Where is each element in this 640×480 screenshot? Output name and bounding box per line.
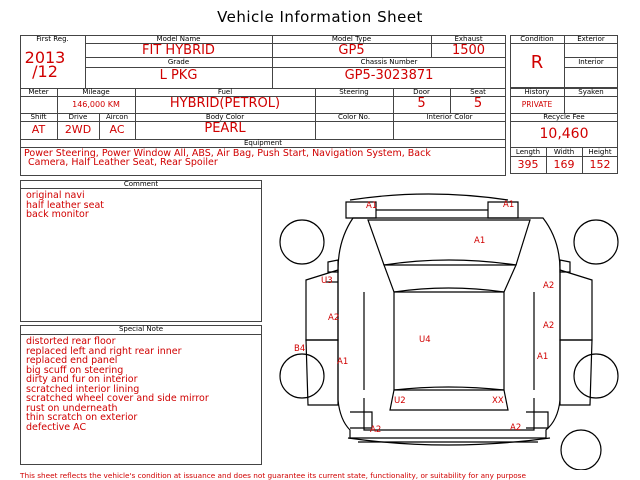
- special-note-item: defective AC: [26, 421, 87, 433]
- door-value: 5: [417, 96, 426, 111]
- width-value: 169: [553, 158, 575, 171]
- first-reg-month: /12: [32, 62, 58, 81]
- history-label: History: [524, 88, 550, 96]
- sheet-title: Vehicle Information Sheet: [217, 8, 423, 26]
- first-reg-year: 2013: [24, 48, 66, 67]
- special-note-label: Special Note: [118, 325, 164, 333]
- aircon-value: AC: [109, 123, 125, 136]
- height-value: 152: [589, 158, 611, 171]
- interior-label: Interior: [578, 58, 604, 66]
- interior-color-label: Interior Color: [426, 113, 473, 121]
- steering-label: Steering: [339, 88, 369, 96]
- equipment-label: Equipment: [244, 139, 282, 147]
- fuel-label: Fuel: [217, 88, 233, 96]
- seat-label: Seat: [470, 88, 486, 96]
- recycle-fee-label: Recycle Fee: [543, 113, 585, 121]
- length-value: 395: [517, 158, 539, 171]
- drive-value: 2WD: [64, 123, 92, 136]
- damage-mark-u2: U2: [394, 396, 406, 406]
- drive-label: Drive: [68, 113, 88, 121]
- door-label: Door: [413, 88, 430, 96]
- width-label: Width: [553, 148, 575, 156]
- length-label: Length: [515, 148, 541, 156]
- meter-label: Meter: [28, 88, 49, 96]
- damage-mark-a2-right-door: A2: [543, 321, 555, 331]
- comment-list: [26, 191, 104, 220]
- model-name-label: Model Name: [156, 35, 201, 43]
- syaken-label: Syaken: [578, 88, 604, 96]
- shift-value: AT: [31, 123, 46, 136]
- damage-mark-a2-rear-left: A2: [370, 425, 382, 435]
- comment-item: back monitor: [26, 209, 89, 220]
- comment-item: half leather seat: [26, 199, 105, 211]
- shift-label: Shift: [30, 113, 47, 121]
- aircon-label: Aircon: [105, 113, 129, 121]
- grade-label: Grade: [167, 58, 190, 66]
- damage-mark-b4: B4: [294, 344, 306, 354]
- first-reg-label: First Reg.: [36, 35, 69, 43]
- damage-mark-a2-right-front: A2: [543, 281, 555, 291]
- special-note-item: replaced end panel: [26, 355, 118, 366]
- color-no-label: Color No.: [337, 113, 371, 121]
- history-value: PRIVATE: [521, 100, 553, 109]
- height-label: Height: [588, 148, 612, 156]
- condition-value: R: [530, 52, 544, 73]
- recycle-fee-value: 10,460: [539, 126, 589, 142]
- car-damage-diagram: [268, 180, 628, 470]
- special-note-item: replaced left and right rear inner: [26, 345, 182, 357]
- model-type-value: GP5: [338, 43, 365, 58]
- exhaust-label: Exhaust: [454, 35, 483, 43]
- disclaimer-footer: This sheet reflects the vehicle's condition at issuance and does not guarantee its current state, functionality, or suitability for any purpose: [20, 471, 526, 480]
- special-note-item: big scuff on steering: [26, 364, 124, 376]
- damage-mark-a1-hood: A1: [474, 236, 486, 246]
- exterior-label: Exterior: [577, 35, 605, 43]
- seat-value: 5: [473, 96, 483, 111]
- chassis-number-value: GP5-3023871: [344, 68, 434, 83]
- comment-label: Comment: [123, 180, 159, 188]
- grade-value: L PKG: [159, 68, 198, 83]
- special-note-item: dirty and fur on interior: [26, 374, 138, 385]
- special-note-item: distorted rear floor: [26, 336, 116, 347]
- damage-mark-a1-right-rear: A1: [537, 352, 549, 362]
- damage-mark-a1-left-rear: A1: [337, 357, 349, 367]
- mileage-value: 146,000 KM: [72, 100, 120, 109]
- equipment-line2: Camera, Half Leather Seat, Rear Spoiler: [28, 157, 218, 168]
- damage-mark-a2-rear-right: A2: [510, 423, 522, 433]
- special-note-item: scratched wheel cover and side mirror: [26, 393, 209, 404]
- chassis-number-label: Chassis Number: [360, 58, 418, 66]
- damage-mark-xx: XX: [492, 396, 504, 406]
- special-note-list: [26, 337, 209, 432]
- body-color-label: Body Color: [205, 113, 245, 121]
- special-note-item: rust on underneath: [26, 402, 118, 414]
- damage-mark-a1-front-left: A1: [366, 201, 378, 211]
- special-note-item: scratched interior lining: [26, 383, 140, 395]
- body-color-value: PEARL: [204, 121, 246, 136]
- damage-mark-a1-front-right: A1: [503, 200, 515, 210]
- damage-mark-u4: U4: [419, 335, 431, 345]
- comment-item: original navi: [26, 190, 85, 201]
- model-type-label: Model Type: [331, 35, 372, 43]
- condition-label: Condition: [520, 35, 554, 43]
- model-name-value: FIT HYBRID: [142, 43, 215, 58]
- special-note-item: thin scratch on exterior: [26, 412, 138, 423]
- damage-mark-a2-left-door: A2: [328, 313, 340, 323]
- mileage-label: Mileage: [82, 88, 110, 96]
- exhaust-value: 1500: [451, 43, 486, 58]
- damage-mark-u3: U3: [321, 276, 333, 286]
- fuel-value: HYBRID(PETROL): [169, 96, 281, 111]
- equipment-line1: Power Steering, Power Window All, ABS, Air Bag, Push Start, Navigation System, Back: [24, 148, 431, 159]
